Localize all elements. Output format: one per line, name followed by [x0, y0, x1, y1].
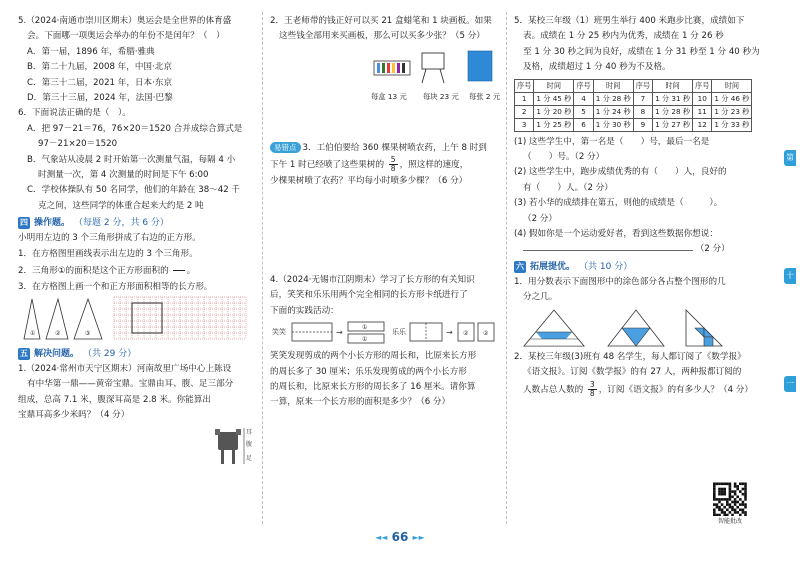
- triangles-and-grid: [18, 295, 260, 345]
- sec5-q1-line: 1.（2024·常州市天宁区期末）河南故里广场中心上陈设: [18, 363, 232, 374]
- q5-option-a: A．第一届，1896 年，希腊·雅典: [27, 46, 155, 57]
- q4-line: 4.（2024·无锡市江阴期末）学习了长方形的有关知识: [270, 275, 475, 286]
- table-cell: 1 分 46 秒: [712, 92, 752, 105]
- ding-figure: [18, 424, 260, 470]
- shaded-triangle-3: [686, 310, 722, 346]
- table-cell: 1 分 23 秒: [712, 105, 752, 118]
- crayon-price: 每盒 13 元: [371, 91, 407, 101]
- section-note: （共 29 分）: [83, 348, 137, 359]
- prev-arrow-icon: ◄◄: [375, 533, 388, 542]
- q3-line: [270, 156, 503, 173]
- qr-label: 智能批改: [717, 518, 742, 525]
- shaded-triangles: [514, 306, 754, 350]
- page-footer: [0, 530, 800, 544]
- sec6-q1-line: 分之几。: [523, 292, 558, 303]
- q2-line: 2．王老师带的钱正好可以买 21 盒蜡笔和 1 块画板。如果: [270, 16, 492, 26]
- blank-fraction: [173, 262, 184, 279]
- section-number: 六: [516, 261, 524, 271]
- q5-option-c: C．第三十二届，2021 年，日本·东京: [27, 77, 173, 88]
- q2-answer-space[interactable]: [270, 107, 503, 141]
- svg-text:→: →: [336, 328, 343, 338]
- shaded-triangles-figure: [514, 306, 754, 350]
- triangle-1-label: ①: [30, 329, 36, 337]
- column-divider: [262, 12, 263, 524]
- board-price: 每块 23 元: [423, 91, 459, 101]
- triangle-3: [74, 299, 102, 339]
- q5-race-line: 5．某校三年级（1）班男生举行 400 米跑步比赛，成绩如下: [514, 16, 745, 26]
- section-4-header: [18, 216, 260, 230]
- q5-sub4-score: （2 分）: [695, 244, 730, 255]
- table-cell: 12: [693, 118, 712, 131]
- table-row: [515, 92, 752, 105]
- sec6-q2-text: ，订阅《语文报》的有多少人？（4 分）: [598, 384, 753, 395]
- table-cell: 9: [633, 118, 652, 131]
- q5-sub2-cont: 有（ ）人。（2 分）: [523, 182, 613, 193]
- q6-option-c: C．学校体操队有 50 名同学，他们的年龄在 38～42 千: [27, 185, 241, 196]
- q3-answer-space[interactable]: [270, 189, 503, 273]
- table-row: [515, 118, 752, 131]
- q3-line: 少棵果树喷了农药？平均每小时喷多少棵？（6 分）: [270, 175, 468, 186]
- table-cell: 8: [633, 105, 652, 118]
- triangle-2-label: ②: [55, 329, 61, 337]
- table-cell: 1 分 24 秒: [593, 105, 633, 118]
- q5-race-line: 表。成绩在 1 分 25 秒内为优秀，成绩在 1 分 26 秒: [523, 31, 724, 42]
- cutting-diagram: [270, 319, 503, 349]
- table-header-cell: 序号: [693, 79, 712, 92]
- table-body: [515, 92, 752, 131]
- q5-race-line: 至 1 分 30 秒之间为良好，成绩在 1 分 31 秒至 1 分 40 秒为: [523, 46, 760, 57]
- table-header-cell: 序号: [574, 79, 593, 92]
- q4-line: 下面的实践活动：: [270, 305, 339, 316]
- section-title: 解决问题。: [34, 348, 80, 359]
- section-note: （每题 2 分，共 6 分）: [74, 218, 169, 229]
- table-cell: 1 分 31 秒: [653, 92, 693, 105]
- q3-text: ，照这样的速度，: [399, 160, 469, 171]
- sec6-q2-text: 人数占总人数的: [523, 384, 584, 395]
- sec4-q1: 1．在方格图里画线表示出左边的 3 个三角形。: [18, 248, 198, 259]
- paper-sheet-icon: [468, 51, 492, 81]
- q4b-line: 的周长和，比原来长方形的周长多了 16 厘米。请你算: [270, 382, 476, 393]
- q4b-line: 一算，原来一个长方形的面积是多少？（6 分）: [270, 397, 451, 408]
- q2-items: [270, 45, 503, 107]
- table-header-cell: 时间: [712, 79, 752, 92]
- column-left: [18, 14, 260, 470]
- ding-ear-label: 耳: [246, 428, 253, 436]
- column-divider: [506, 12, 507, 524]
- ding-belly-label: 腹: [246, 440, 253, 448]
- q6-option-b: B．气象站从凌晨 2 时开始第一次测量气温，每隔 4 小: [27, 154, 236, 165]
- table-cell: 1 分 27 秒: [653, 118, 693, 131]
- q6-option-c-cont: 克之间，这些同学的体重合起来大约是 2 吨: [38, 200, 204, 211]
- q5-option-b: B．第二十九届，2008 年，中国·北京: [27, 62, 172, 73]
- triangle-2: [46, 299, 68, 339]
- ding-illustration: [18, 424, 260, 470]
- qr-code-icon[interactable]: [712, 482, 748, 516]
- table-header-row: [515, 79, 752, 92]
- section-note: （共 10 分）: [579, 261, 633, 272]
- table-cell: 7: [633, 92, 652, 105]
- q2-item-images: [270, 47, 503, 87]
- svg-text:①: ①: [362, 336, 368, 344]
- answer-line[interactable]: [523, 242, 693, 251]
- svg-text:①: ①: [362, 324, 368, 332]
- ding-foot-label: 足: [246, 454, 253, 462]
- lele-label: 乐乐: [392, 328, 406, 337]
- table-cell: 1 分 30 秒: [593, 118, 633, 131]
- q5-race-line: 及格，成绩超过 1 分 40 秒为不及格。: [523, 62, 671, 73]
- table-cell: 1 分 45 秒: [534, 92, 574, 105]
- side-tab: 第: [784, 150, 796, 166]
- section-5-header: [18, 347, 260, 361]
- table-header-cell: 时间: [653, 79, 693, 92]
- sec6-q2-line: [514, 381, 754, 398]
- table-cell: 4: [574, 92, 593, 105]
- fraction-numerator: 3: [589, 379, 595, 389]
- lele-card: [410, 323, 442, 341]
- q6-option-a-cont: 97－21×20＝1520: [38, 139, 118, 150]
- xiaoxiao-pieces: [348, 322, 384, 343]
- table-cell: 5: [574, 105, 593, 118]
- sec5-q1-line: 有中华第一鼎——黄帝宝鼎。宝鼎由耳、腹、足三部分: [27, 379, 234, 390]
- q6-line: 6．下面说法正确的是（ ）。: [18, 108, 131, 119]
- q4-line: 后，笑笑和乐乐用两个完全相同的长方形卡纸进行了: [270, 290, 468, 301]
- table-cell: 1 分 33 秒: [712, 118, 752, 131]
- table-row: [515, 105, 752, 118]
- drawing-board-icon: [422, 53, 444, 83]
- crayon-box-icon: [374, 61, 410, 75]
- square-grid[interactable]: [114, 297, 246, 339]
- table-cell: 1 分 25 秒: [534, 118, 574, 131]
- sec5-q1-line: 宝鼎耳高多少米吗？（4 分）: [18, 410, 130, 421]
- table-header-cell: 序号: [633, 79, 652, 92]
- q6-option-b-cont: 时测量一次，第 4 次测量的时间是下午 6:00: [38, 170, 209, 181]
- table-cell: 1 分 28 秒: [653, 105, 693, 118]
- triangle-3-label: ③: [85, 329, 91, 337]
- square-outline: [132, 303, 162, 333]
- section-number: 四: [20, 218, 28, 228]
- sec4-q3: 3．在方格图上画一个和正方形面积相等的长方形。: [18, 281, 213, 292]
- table-cell: 1 分 28 秒: [593, 92, 633, 105]
- table-cell: 1: [515, 92, 534, 105]
- column-right: [514, 14, 760, 398]
- sec6-fraction: [588, 381, 597, 398]
- paper-price: 每张 2 元: [469, 91, 501, 101]
- q5-sub1: (1) 这些学生中，第一名是（ ）号，最后一名是: [514, 136, 710, 147]
- triangle-1: [24, 299, 40, 339]
- q3-text: 下午 1 时已经喷了这些果树的: [270, 160, 385, 171]
- sec6-q2-line: 2．某校三年级(3)班有 48 名学生，每人都订阅了《数学报》: [514, 351, 746, 362]
- fraction-denominator: 8: [390, 164, 396, 174]
- q5-sub2: (2) 这些学生中，跑步成绩优秀的有（ ）人，良好的: [514, 167, 727, 178]
- xiaoxiao-label: 笑笑: [272, 328, 286, 337]
- shaded-triangle-2: [608, 310, 664, 346]
- q5-sub3: (3) 若小华的成绩排在第五，则他的成绩是（ ）。: [514, 198, 723, 209]
- fraction-numerator: 5: [390, 155, 396, 165]
- table-header-cell: 序号: [515, 79, 534, 92]
- column-middle: [270, 14, 503, 411]
- q5-line: 5.（2024·南通市崇川区期末）奥运会是全世界的体育盛: [18, 16, 232, 26]
- side-tab: 十: [784, 268, 796, 284]
- section-title: 拓展提优。: [530, 261, 576, 272]
- next-arrow-icon: ►►: [412, 533, 425, 542]
- q5-sub4-answer: [514, 242, 754, 257]
- table-cell: 2: [515, 105, 534, 118]
- table-cell: 10: [693, 92, 712, 105]
- page-number: 66: [391, 530, 409, 544]
- operation-figure: [18, 295, 260, 345]
- table-header-cell: 时间: [593, 79, 633, 92]
- side-tab: 一: [784, 376, 796, 392]
- section-title: 操作题。: [34, 218, 71, 229]
- table-cell: 3: [515, 118, 534, 131]
- sec6-q1-line: 1．用分数表示下面图形中的涂色部分各占整个图形的几: [514, 276, 726, 287]
- race-results-table: [514, 79, 752, 132]
- section-number: 五: [20, 348, 28, 358]
- sec4-intro: 小明用左边的 3 个三角形拼成了右边的正方形。: [18, 233, 201, 244]
- q5-line: 会。下面哪一项奥运会举办的年份不是闰年？（ ）: [27, 31, 225, 42]
- qr-code: [712, 482, 748, 516]
- q3-fraction: [389, 156, 398, 173]
- q4b-line: 笑笑发现剪成的两个小长方形的周长和，比原来长方形: [270, 351, 477, 362]
- q3-text: 3．工伯伯要给 360 棵果树喷农药，上午 8 时到: [302, 142, 487, 153]
- q2-line: 这些钱全部用来买画板，那么可以买多少张？（5 分）: [279, 31, 485, 42]
- q3-line: [270, 141, 503, 156]
- q5-sub3-cont: （2 分）: [523, 213, 557, 224]
- sec6-q2-line: 《语文报》。订阅《数学报》的有 27 人，两种报都订阅的: [523, 367, 742, 378]
- q5-sub4: (4) 假如你是一个运动爱好者，看到这些数据你想说：: [514, 229, 718, 240]
- table-cell: 1 分 20 秒: [534, 105, 574, 118]
- sec4-q2-text: 2．三角形①的面积是这个正方形面积的: [18, 266, 169, 277]
- table-cell: 6: [574, 118, 593, 131]
- section-6-header: [514, 260, 754, 274]
- sec5-q1-line: 组成，总高 7.1 米，腹深耳高是 2.8 米。你能算出: [18, 394, 211, 405]
- svg-text:②: ②: [483, 330, 489, 338]
- q5-option-d: D．第三十三届，2024 年，法国·巴黎: [27, 93, 173, 104]
- lele-pieces: [458, 323, 494, 341]
- q4b-line: 的周长多了 30 厘米；乐乐发现剪成的两个小长方形: [270, 366, 467, 377]
- xiaoxiao-card: [292, 323, 332, 341]
- fraction-denominator: 8: [589, 388, 595, 398]
- svg-text:→: →: [446, 328, 453, 338]
- table-cell: 11: [693, 105, 712, 118]
- shaded-triangle-1: [524, 310, 584, 346]
- q5-sub1-cont: （ ）号。（2 分）: [523, 152, 605, 163]
- error-prone-tag: 易错点: [270, 142, 301, 153]
- q4-activity-figure: [270, 319, 503, 349]
- sec4-q2: 2．三角形①的面积是这个正方形面积的 。: [18, 262, 260, 279]
- q6-option-a: A．把 97－21＝76，76×20＝1520 合并成综合算式是: [27, 123, 243, 134]
- table-header-cell: 时间: [534, 79, 574, 92]
- svg-text:②: ②: [463, 330, 469, 338]
